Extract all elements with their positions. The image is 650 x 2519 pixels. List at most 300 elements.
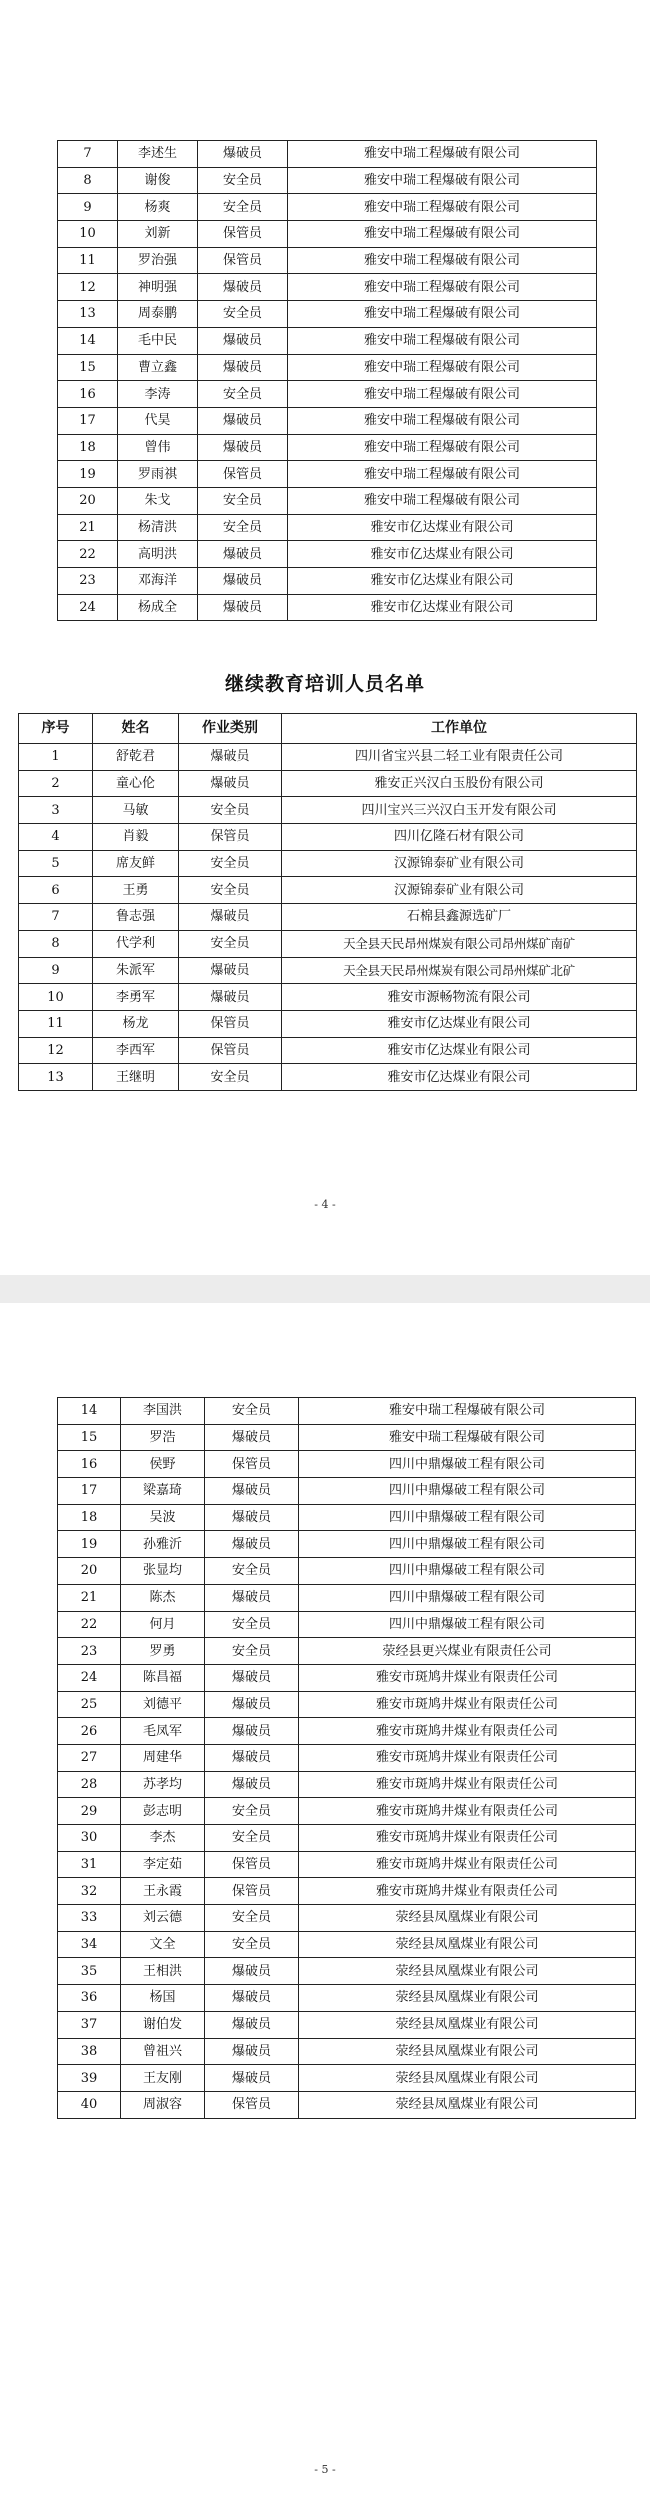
- cell-name: 席友鲜: [93, 850, 179, 877]
- cell-role: 安全员: [179, 850, 282, 877]
- cell-role: 保管员: [198, 221, 288, 248]
- cell-unit: 荥经县凤凰煤业有限公司: [299, 1931, 636, 1958]
- cell-name: 周建华: [121, 1744, 205, 1771]
- cell-no: 18: [58, 1504, 121, 1531]
- cell-unit: 四川省宝兴县二轻工业有限责任公司: [282, 744, 637, 771]
- cell-no: 31: [58, 1851, 121, 1878]
- cell-unit: 四川中鼎爆破工程有限公司: [299, 1504, 636, 1531]
- table-row: [58, 1771, 636, 1798]
- table-row: [58, 2091, 636, 2118]
- cell-no: 18: [58, 434, 118, 461]
- cell-name: 周泰鹏: [118, 301, 198, 328]
- cell-role: 爆破员: [179, 984, 282, 1011]
- cell-role: 安全员: [198, 194, 288, 221]
- table-row: [58, 1558, 636, 1585]
- cell-no: 15: [58, 354, 118, 381]
- table-row: [58, 1504, 636, 1531]
- cell-unit: 雅安市斑鸠井煤业有限责任公司: [299, 1718, 636, 1745]
- table-row: [58, 354, 597, 381]
- table-row: [58, 1985, 636, 2012]
- cell-role: 爆破员: [198, 141, 288, 168]
- cell-role: 安全员: [179, 877, 282, 904]
- cell-no: 32: [58, 1878, 121, 1905]
- cell-no: 29: [58, 1798, 121, 1825]
- page-number-4: - 4 -: [314, 1198, 336, 1211]
- cell-role: 保管员: [205, 1451, 299, 1478]
- cell-name: 罗治强: [118, 247, 198, 274]
- cell-no: 3: [19, 797, 93, 824]
- cell-name: 周淑容: [121, 2091, 205, 2118]
- cell-name: 李国洪: [121, 1398, 205, 1425]
- cell-role: 爆破员: [205, 1771, 299, 1798]
- cell-role: 爆破员: [205, 2011, 299, 2038]
- cell-no: 24: [58, 594, 118, 621]
- cell-name: 刘云德: [121, 1905, 205, 1932]
- cell-unit: 雅安市斑鸠井煤业有限责任公司: [299, 1798, 636, 1825]
- cell-unit: 雅安中瑞工程爆破有限公司: [288, 487, 597, 514]
- header-role: 作业类别: [179, 714, 282, 744]
- cell-unit: 雅安市亿达煤业有限公司: [282, 1037, 637, 1064]
- header-row: [19, 714, 637, 744]
- table-row: [58, 2038, 636, 2065]
- cell-no: 1: [19, 744, 93, 771]
- cell-no: 13: [58, 301, 118, 328]
- cell-no: 14: [58, 1398, 121, 1425]
- cell-unit: 雅安市亿达煤业有限公司: [282, 1010, 637, 1037]
- cell-no: 37: [58, 2011, 121, 2038]
- cell-name: 代昊: [118, 407, 198, 434]
- table-row: [58, 194, 597, 221]
- cell-unit: 雅安中瑞工程爆破有限公司: [288, 301, 597, 328]
- cell-name: 苏孝均: [121, 1771, 205, 1798]
- cell-unit: 雅安市斑鸠井煤业有限责任公司: [299, 1664, 636, 1691]
- top-roster-table: [57, 140, 597, 621]
- cell-name: 李涛: [118, 381, 198, 408]
- table-row: [58, 274, 597, 301]
- table-row: [58, 1664, 636, 1691]
- cell-unit: 雅安市亿达煤业有限公司: [288, 568, 597, 595]
- cell-no: 8: [58, 167, 118, 194]
- cell-role: 安全员: [205, 1611, 299, 1638]
- cell-unit: 雅安市斑鸠井煤业有限责任公司: [299, 1771, 636, 1798]
- cell-role: 爆破员: [205, 1744, 299, 1771]
- cell-name: 朱派军: [93, 957, 179, 984]
- cell-role: 安全员: [198, 514, 288, 541]
- cell-name: 李西军: [93, 1037, 179, 1064]
- cell-role: 安全员: [198, 487, 288, 514]
- page-separator: [0, 1275, 650, 1303]
- cell-no: 28: [58, 1771, 121, 1798]
- table-row: [19, 957, 637, 984]
- cell-name: 代学利: [93, 930, 179, 957]
- cell-name: 毛凤军: [121, 1718, 205, 1745]
- header-name: 姓名: [93, 714, 179, 744]
- cell-unit: 雅安中瑞工程爆破有限公司: [288, 167, 597, 194]
- cell-role: 爆破员: [205, 2038, 299, 2065]
- cell-role: 爆破员: [205, 1531, 299, 1558]
- cell-unit: 雅安中瑞工程爆破有限公司: [288, 221, 597, 248]
- cell-name: 杨龙: [93, 1010, 179, 1037]
- cell-role: 保管员: [205, 1851, 299, 1878]
- cell-role: 保管员: [179, 824, 282, 851]
- cell-unit: 雅安中瑞工程爆破有限公司: [288, 381, 597, 408]
- cell-name: 毛中民: [118, 327, 198, 354]
- cell-role: 保管员: [179, 1010, 282, 1037]
- cell-no: 14: [58, 327, 118, 354]
- table-row: [58, 1451, 636, 1478]
- cell-unit: 雅安市斑鸠井煤业有限责任公司: [299, 1744, 636, 1771]
- table-row: [19, 744, 637, 771]
- table-row: [58, 487, 597, 514]
- cell-name: 肖毅: [93, 824, 179, 851]
- table-row: [19, 930, 637, 957]
- cell-unit: 雅安中瑞工程爆破有限公司: [288, 461, 597, 488]
- table-row: [58, 2011, 636, 2038]
- cell-unit: 雅安市亿达煤业有限公司: [288, 594, 597, 621]
- continuing-education-body: [19, 744, 637, 1091]
- cell-no: 34: [58, 1931, 121, 1958]
- table-row: [58, 1958, 636, 1985]
- cell-role: 保管员: [205, 2091, 299, 2118]
- table-row: [58, 301, 597, 328]
- cell-role: 爆破员: [198, 407, 288, 434]
- cell-unit: 石棉县鑫源选矿厂: [282, 904, 637, 931]
- table-row: [58, 327, 597, 354]
- table-row: [58, 1611, 636, 1638]
- cell-no: 11: [19, 1010, 93, 1037]
- cell-no: 16: [58, 381, 118, 408]
- cell-no: 5: [19, 850, 93, 877]
- table-row: [58, 1531, 636, 1558]
- cell-name: 彭志明: [121, 1798, 205, 1825]
- table-row: [58, 1905, 636, 1932]
- cell-unit: 雅安中瑞工程爆破有限公司: [288, 407, 597, 434]
- cell-role: 爆破员: [205, 1584, 299, 1611]
- table-row: [58, 1744, 636, 1771]
- table-row: [58, 1691, 636, 1718]
- cell-name: 杨国: [121, 1985, 205, 2012]
- continuing-education-table: [18, 713, 637, 1091]
- cell-unit: 雅安中瑞工程爆破有限公司: [288, 327, 597, 354]
- cell-role: 爆破员: [205, 1478, 299, 1505]
- cell-unit: 雅安市源畅物流有限公司: [282, 984, 637, 1011]
- cell-unit: 四川中鼎爆破工程有限公司: [299, 1611, 636, 1638]
- cell-name: 侯野: [121, 1451, 205, 1478]
- cell-name: 陈杰: [121, 1584, 205, 1611]
- cell-no: 11: [58, 247, 118, 274]
- cell-no: 20: [58, 487, 118, 514]
- cell-role: 爆破员: [198, 568, 288, 595]
- page-number-5: - 5 -: [314, 2463, 336, 2476]
- cell-unit: 雅安中瑞工程爆破有限公司: [288, 247, 597, 274]
- cell-name: 李勇军: [93, 984, 179, 1011]
- cell-unit: 汉源锦泰矿业有限公司: [282, 877, 637, 904]
- cell-no: 33: [58, 1905, 121, 1932]
- table-row: [19, 1064, 637, 1091]
- cell-no: 17: [58, 407, 118, 434]
- cell-no: 9: [58, 194, 118, 221]
- cell-role: 安全员: [179, 797, 282, 824]
- cell-name: 谢伯发: [121, 2011, 205, 2038]
- cell-unit: 汉源锦泰矿业有限公司: [282, 850, 637, 877]
- page5-roster-table: [57, 1397, 636, 2119]
- cell-role: 安全员: [205, 1638, 299, 1665]
- cell-unit: 四川亿隆石材有限公司: [282, 824, 637, 851]
- table-row: [58, 594, 597, 621]
- header-unit: 工作单位: [282, 714, 637, 744]
- cell-role: 安全员: [205, 1905, 299, 1932]
- table-row: [58, 461, 597, 488]
- cell-no: 39: [58, 2065, 121, 2092]
- cell-no: 30: [58, 1825, 121, 1852]
- table-row: [58, 568, 597, 595]
- cell-name: 舒乾君: [93, 744, 179, 771]
- cell-no: 19: [58, 461, 118, 488]
- cell-name: 鲁志强: [93, 904, 179, 931]
- table-row: [58, 1638, 636, 1665]
- table-row: [58, 1584, 636, 1611]
- cell-role: 安全员: [198, 301, 288, 328]
- cell-name: 高明洪: [118, 541, 198, 568]
- cell-no: 25: [58, 1691, 121, 1718]
- cell-unit: 雅安中瑞工程爆破有限公司: [288, 194, 597, 221]
- cell-unit: 雅安中瑞工程爆破有限公司: [299, 1424, 636, 1451]
- cell-unit: 雅安市斑鸠井煤业有限责任公司: [299, 1878, 636, 1905]
- cell-unit: 雅安市亿达煤业有限公司: [288, 514, 597, 541]
- cell-unit: 四川中鼎爆破工程有限公司: [299, 1558, 636, 1585]
- cell-name: 罗浩: [121, 1424, 205, 1451]
- cell-unit: 雅安正兴汉白玉股份有限公司: [282, 770, 637, 797]
- cell-name: 王友刚: [121, 2065, 205, 2092]
- cell-no: 27: [58, 1744, 121, 1771]
- cell-role: 爆破员: [179, 904, 282, 931]
- cell-unit: 雅安市斑鸠井煤业有限责任公司: [299, 1691, 636, 1718]
- table-row: [58, 381, 597, 408]
- table-row: [58, 1851, 636, 1878]
- cell-no: 8: [19, 930, 93, 957]
- cell-name: 神明强: [118, 274, 198, 301]
- cell-role: 爆破员: [198, 541, 288, 568]
- cell-role: 爆破员: [205, 1691, 299, 1718]
- cell-unit: 荥经县凤凰煤业有限公司: [299, 2091, 636, 2118]
- cell-no: 10: [19, 984, 93, 1011]
- cell-unit: 雅安中瑞工程爆破有限公司: [288, 274, 597, 301]
- cell-name: 曾祖兴: [121, 2038, 205, 2065]
- cell-unit: 四川中鼎爆破工程有限公司: [299, 1451, 636, 1478]
- cell-no: 23: [58, 568, 118, 595]
- cell-role: 爆破员: [179, 770, 282, 797]
- table-row: [58, 1718, 636, 1745]
- cell-no: 17: [58, 1478, 121, 1505]
- cell-name: 曹立鑫: [118, 354, 198, 381]
- table-row: [19, 850, 637, 877]
- cell-role: 爆破员: [198, 434, 288, 461]
- cell-name: 王继明: [93, 1064, 179, 1091]
- cell-no: 21: [58, 1584, 121, 1611]
- table-row: [58, 1478, 636, 1505]
- cell-role: 爆破员: [205, 1504, 299, 1531]
- cell-role: 爆破员: [198, 354, 288, 381]
- table-row: [19, 824, 637, 851]
- cell-unit: 荥经县凤凰煤业有限公司: [299, 2011, 636, 2038]
- cell-unit: 荥经县凤凰煤业有限公司: [299, 1958, 636, 1985]
- cell-name: 杨成全: [118, 594, 198, 621]
- cell-name: 李杰: [121, 1825, 205, 1852]
- cell-no: 12: [58, 274, 118, 301]
- cell-role: 爆破员: [198, 594, 288, 621]
- cell-unit: 四川中鼎爆破工程有限公司: [299, 1584, 636, 1611]
- cell-unit: 荥经县凤凰煤业有限公司: [299, 2038, 636, 2065]
- table-row: [58, 541, 597, 568]
- cell-no: 7: [58, 141, 118, 168]
- cell-role: 爆破员: [198, 274, 288, 301]
- cell-role: 爆破员: [198, 327, 288, 354]
- table-row: [58, 434, 597, 461]
- cell-name: 邓海洋: [118, 568, 198, 595]
- cell-name: 王永霞: [121, 1878, 205, 1905]
- cell-role: 爆破员: [205, 1958, 299, 1985]
- cell-no: 22: [58, 541, 118, 568]
- cell-name: 梁嘉琦: [121, 1478, 205, 1505]
- cell-unit: 雅安中瑞工程爆破有限公司: [288, 141, 597, 168]
- cell-no: 26: [58, 1718, 121, 1745]
- cell-name: 罗雨祺: [118, 461, 198, 488]
- cell-unit: 四川宝兴三兴汉白玉开发有限公司: [282, 797, 637, 824]
- cell-no: 40: [58, 2091, 121, 2118]
- cell-name: 罗勇: [121, 1638, 205, 1665]
- table-row: [58, 1878, 636, 1905]
- cell-name: 曾伟: [118, 434, 198, 461]
- table-row: [58, 1398, 636, 1425]
- top-roster-body: [58, 141, 597, 621]
- cell-unit: 雅安中瑞工程爆破有限公司: [288, 434, 597, 461]
- table-row: [19, 904, 637, 931]
- cell-role: 爆破员: [205, 1424, 299, 1451]
- cell-unit: 雅安中瑞工程爆破有限公司: [299, 1398, 636, 1425]
- cell-name: 何月: [121, 1611, 205, 1638]
- cell-no: 38: [58, 2038, 121, 2065]
- cell-no: 12: [19, 1037, 93, 1064]
- cell-name: 李述生: [118, 141, 198, 168]
- cell-role: 保管员: [205, 1878, 299, 1905]
- table-row: [19, 770, 637, 797]
- cell-role: 安全员: [198, 381, 288, 408]
- cell-unit: 荥经县凤凰煤业有限公司: [299, 2065, 636, 2092]
- table-row: [58, 167, 597, 194]
- cell-unit: 雅安中瑞工程爆破有限公司: [288, 354, 597, 381]
- cell-role: 爆破员: [205, 2065, 299, 2092]
- cell-role: 保管员: [179, 1037, 282, 1064]
- cell-no: 24: [58, 1664, 121, 1691]
- cell-unit: 雅安市亿达煤业有限公司: [282, 1064, 637, 1091]
- table-row: [58, 1424, 636, 1451]
- cell-no: 21: [58, 514, 118, 541]
- cell-unit: 天全县天民昂州煤炭有限公司昂州煤矿北矿: [282, 957, 637, 984]
- cell-role: 保管员: [198, 461, 288, 488]
- table-row: [19, 1037, 637, 1064]
- cell-no: 2: [19, 770, 93, 797]
- cell-role: 安全员: [179, 1064, 282, 1091]
- cell-name: 杨爽: [118, 194, 198, 221]
- cell-unit: 荥经县凤凰煤业有限公司: [299, 1985, 636, 2012]
- cell-unit: 荥经县更兴煤业有限责任公司: [299, 1638, 636, 1665]
- cell-role: 爆破员: [205, 1664, 299, 1691]
- cell-no: 22: [58, 1611, 121, 1638]
- cell-role: 爆破员: [179, 957, 282, 984]
- cell-role: 安全员: [198, 167, 288, 194]
- cell-name: 张显均: [121, 1558, 205, 1585]
- cell-no: 35: [58, 1958, 121, 1985]
- cell-name: 吴波: [121, 1504, 205, 1531]
- table-row: [58, 407, 597, 434]
- cell-no: 4: [19, 824, 93, 851]
- table-row: [58, 1798, 636, 1825]
- cell-unit: 雅安市斑鸠井煤业有限责任公司: [299, 1851, 636, 1878]
- cell-name: 童心伦: [93, 770, 179, 797]
- cell-role: 安全员: [205, 1825, 299, 1852]
- cell-no: 7: [19, 904, 93, 931]
- cell-role: 安全员: [205, 1558, 299, 1585]
- table-row: [19, 877, 637, 904]
- table-row: [19, 797, 637, 824]
- table-row: [58, 1825, 636, 1852]
- cell-role: 安全员: [179, 930, 282, 957]
- cell-role: 安全员: [205, 1931, 299, 1958]
- cell-name: 孙雅沂: [121, 1531, 205, 1558]
- cell-no: 23: [58, 1638, 121, 1665]
- cell-unit: 四川中鼎爆破工程有限公司: [299, 1531, 636, 1558]
- cell-name: 谢俊: [118, 167, 198, 194]
- cell-role: 安全员: [205, 1798, 299, 1825]
- cell-unit: 雅安市斑鸠井煤业有限责任公司: [299, 1825, 636, 1852]
- cell-no: 13: [19, 1064, 93, 1091]
- table-row: [19, 984, 637, 1011]
- cell-role: 爆破员: [179, 744, 282, 771]
- cell-no: 20: [58, 1558, 121, 1585]
- cell-name: 杨清洪: [118, 514, 198, 541]
- cell-role: 爆破员: [205, 1718, 299, 1745]
- page5-roster-body: [58, 1398, 636, 2119]
- section-title: 继续教育培训人员名单: [224, 673, 425, 695]
- cell-name: 王相洪: [121, 1958, 205, 1985]
- table-row: [58, 141, 597, 168]
- table-row: [58, 247, 597, 274]
- cell-role: 安全员: [205, 1398, 299, 1425]
- table-row: [58, 2065, 636, 2092]
- cell-no: 36: [58, 1985, 121, 2012]
- cell-unit: 天全县天民昂州煤炭有限公司昂州煤矿南矿: [282, 930, 637, 957]
- table-row: [58, 221, 597, 248]
- cell-name: 刘新: [118, 221, 198, 248]
- cell-no: 19: [58, 1531, 121, 1558]
- cell-no: 16: [58, 1451, 121, 1478]
- header-no: 序号: [19, 714, 93, 744]
- table-row: [58, 514, 597, 541]
- cell-no: 6: [19, 877, 93, 904]
- cell-name: 李定茹: [121, 1851, 205, 1878]
- cell-unit: 雅安市亿达煤业有限公司: [288, 541, 597, 568]
- cell-name: 陈昌福: [121, 1664, 205, 1691]
- cell-role: 爆破员: [205, 1985, 299, 2012]
- cell-name: 王勇: [93, 877, 179, 904]
- cell-unit: 四川中鼎爆破工程有限公司: [299, 1478, 636, 1505]
- cell-name: 刘德平: [121, 1691, 205, 1718]
- cell-no: 15: [58, 1424, 121, 1451]
- cell-no: 9: [19, 957, 93, 984]
- cell-no: 10: [58, 221, 118, 248]
- cell-unit: 荥经县凤凰煤业有限公司: [299, 1905, 636, 1932]
- cell-name: 文全: [121, 1931, 205, 1958]
